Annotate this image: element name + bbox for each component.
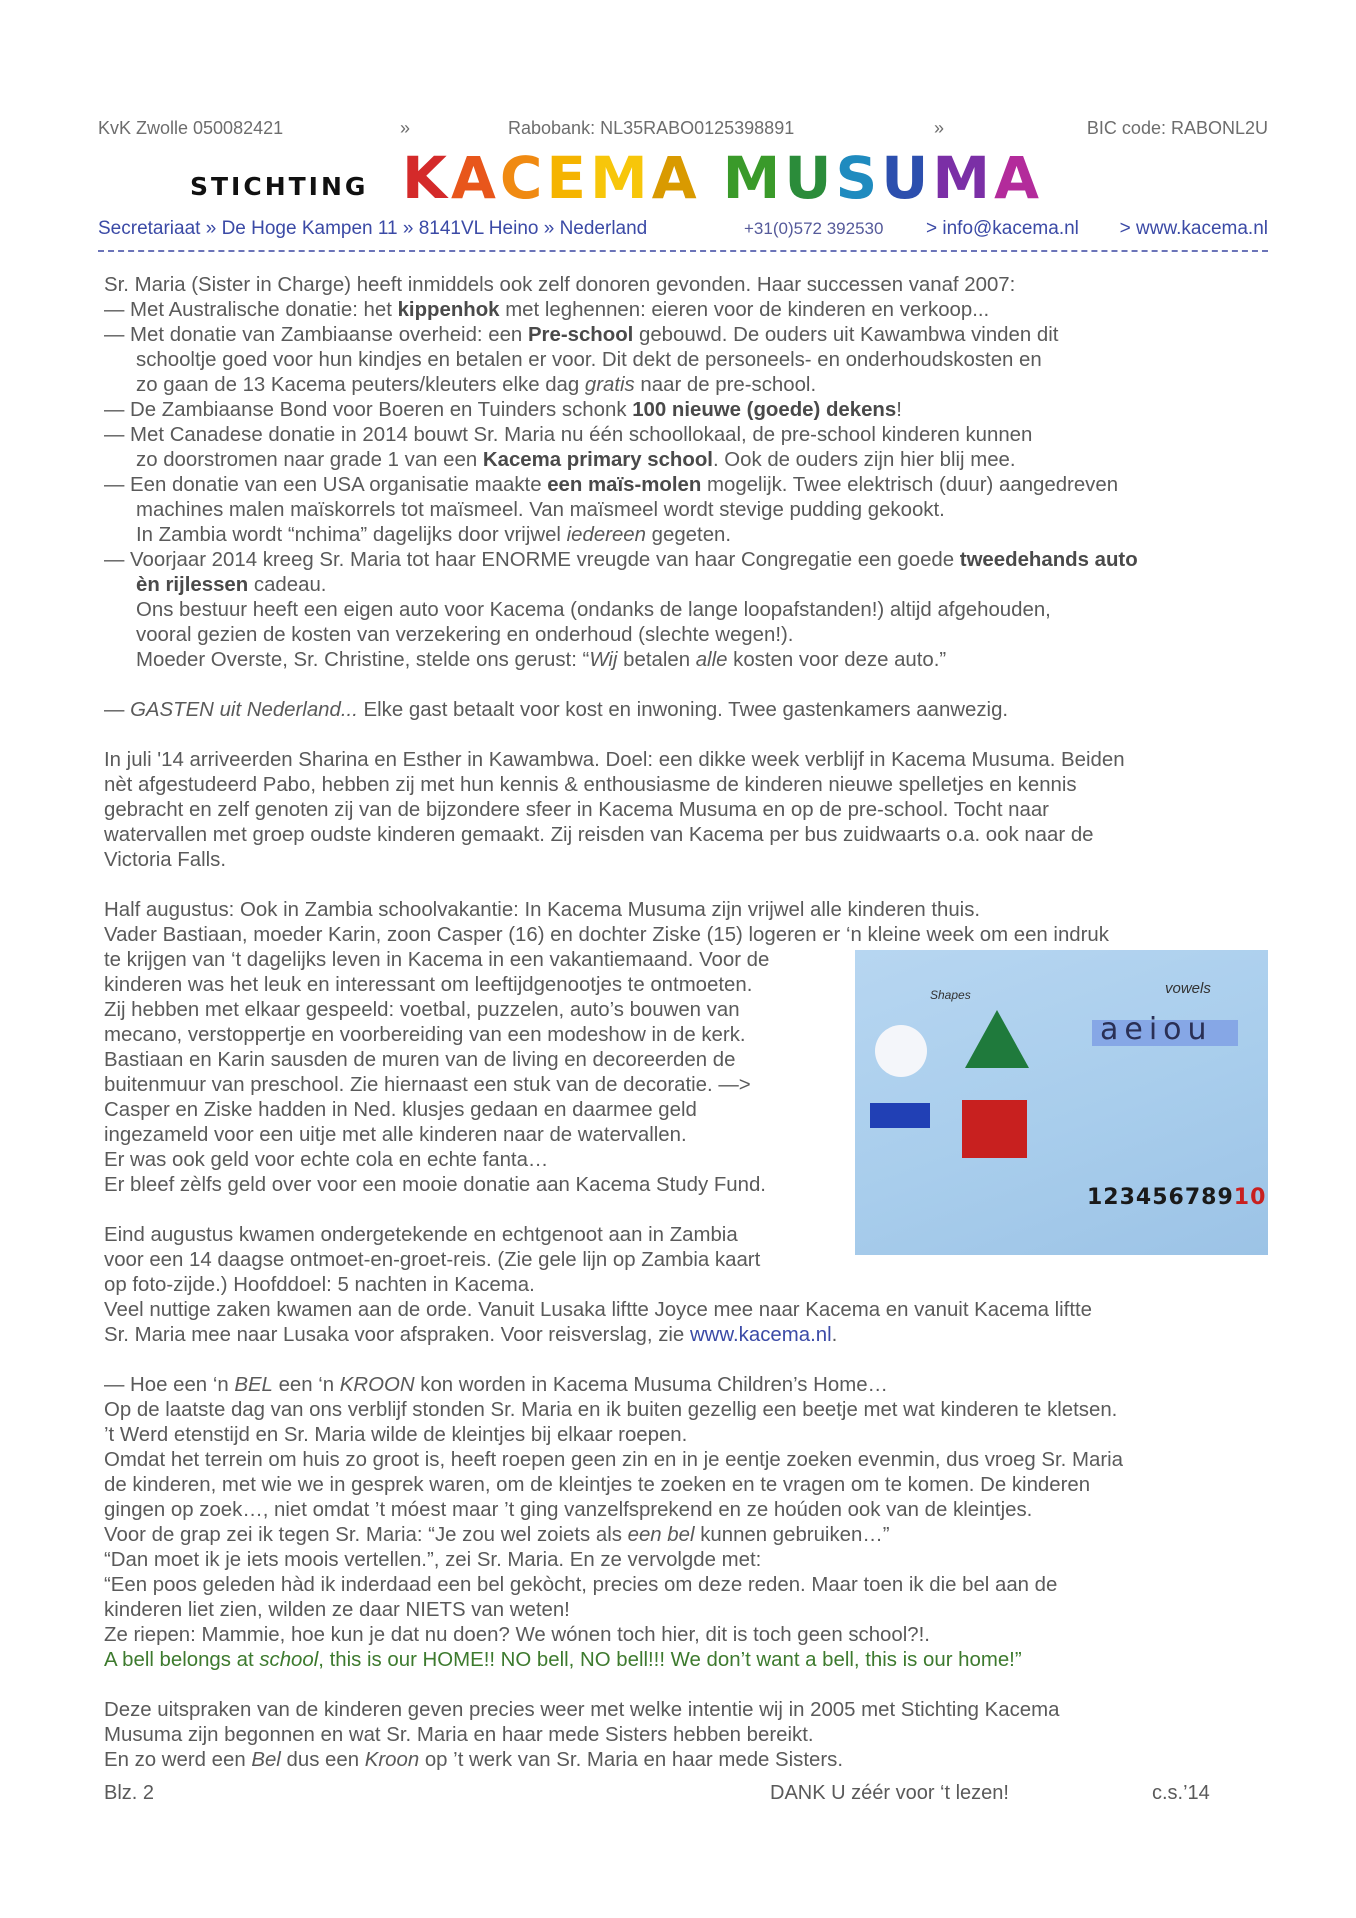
paragraph: Vader Bastiaan, moeder Karin, zoon Casper (16) en dochter Ziske (15) logeren er ‘n kleine week om een indruk — [104, 924, 1109, 946]
list-item-cont: Moeder Overste, Sr. Christine, stelde ons gerust: “Wij betalen alle kosten voor deze auto.” — [136, 649, 947, 671]
phone: +31(0)572 392530 — [744, 219, 884, 238]
list-item: — Een donatie van een USA organisatie maakte een maïs-molen mogelijk. Twee elektrisch (duur) aangedreven — [104, 474, 1119, 496]
paragraph: ingezameld voor een uitje met alle kinderen naar de watervallen. — [104, 1124, 687, 1146]
initials: c.s.’14 — [1152, 1782, 1210, 1804]
paragraph: Musuma zijn begonnen en wat Sr. Maria en haar mede Sisters hebben bereikt. — [104, 1724, 814, 1746]
paragraph: Op de laatste dag van ons verblijf stonden Sr. Maria en ik buiten gezellig een beetje met wat kinderen te kletsen. — [104, 1399, 1118, 1421]
paragraph: In juli '14 arriveerden Sharina en Esther in Kawambwa. Doel: een dikke week verblijf in Kacema Musuma. Beiden — [104, 749, 1125, 771]
paragraph: Zij hebben met elkaar gespeeld: voetbal, puzzelen, auto’s bouwen van — [104, 999, 740, 1021]
brand-letter: A — [994, 144, 1043, 212]
list-item-cont: zo doorstromen naar grade 1 van een Kacema primary school. Ook de ouders zijn hier blij mee. — [136, 449, 1016, 471]
website-link[interactable]: > www.kacema.nl — [1119, 218, 1268, 239]
brand-stichting: STICHTING — [190, 172, 369, 201]
paragraph: nèt afgestudeerd Pabo, hebben zij met hun kennis & enthousiasme de kinderen nieuwe spelletjes en kennis — [104, 774, 1077, 796]
paragraph: kinderen was het leuk en interessant om leeftijdgenootjes te ontmoeten. — [104, 974, 753, 996]
section-heading: — Hoe een ‘n BEL een ‘n KROON kon worden in Kacema Musuma Children’s Home… — [104, 1374, 888, 1396]
list-item: — Met Australische donatie: het kippenhok met leghennen: eieren voor de kinderen en verkoop... — [104, 299, 990, 321]
paragraph: ’t Werd etenstijd en Sr. Maria wilde de kleintjes bij elkaar roepen. — [104, 1424, 688, 1446]
paragraph: Veel nuttige zaken kwamen aan de orde. Vanuit Lusaka liftte Joyce mee naar Kacema en vanuit Kacema liftte — [104, 1299, 1093, 1321]
brand-letter: E — [546, 144, 591, 212]
shapes-label: Shapes — [930, 988, 971, 1002]
paragraph: op foto-zijde.) Hoofddoel: 5 nachten in Kacema. — [104, 1274, 535, 1296]
quote: A bell belongs at school, this is our HOME!! NO bell, NO bell!!! We don’t want a bell, this is our home!” — [104, 1649, 1022, 1671]
list-item-cont: In Zambia wordt “nchima” dagelijks door vrijwel iedereen gegeten. — [136, 524, 732, 546]
separator: » — [934, 118, 945, 138]
paragraph: “Een poos geleden hàd ik inderdaad een bel gekòcht, precies om deze reden. Maar toen ik die bel aan de — [104, 1574, 1058, 1596]
brand-letter: C — [499, 144, 547, 212]
paragraph: Bastiaan en Karin sausden de muren van de living en decoreerden de — [104, 1049, 736, 1071]
paragraph: Deze uitspraken van de kinderen geven precies weer met welke intentie wij in 2005 met Stichting Kacema — [104, 1699, 1060, 1721]
paragraph: Ze riepen: Mammie, hoe kun je dat nu doen? We wónen toch hier, dit is toch geen school?!. — [104, 1624, 930, 1646]
list-item-cont: zo gaan de 13 Kacema peuters/kleuters elke dag gratis naar de pre-school. — [136, 374, 817, 396]
letterhead-contact — [98, 218, 1268, 242]
list-item: — GASTEN uit Nederland... Elke gast betaalt voor kost en inwoning. Twee gastenkamers aanwezig. — [104, 699, 1009, 721]
letterhead-top — [98, 118, 1268, 142]
paragraph: te krijgen van ‘t dagelijks leven in Kacema in een vakantiemaand. Voor de — [104, 949, 770, 971]
brand-letter: M — [590, 144, 652, 212]
brand-letter: U — [881, 144, 933, 212]
paragraph: watervallen met groep oudste kinderen gemaakt. Zij reisden van Kacema per bus zuidwaarts o.a. ook naar de — [104, 824, 1094, 846]
list-item-cont: schooltje goed voor hun kindjes en betalen er voor. Dit dekt de personeels- en onderhoudskosten en — [136, 349, 1042, 371]
list-item: — Met Canadese donatie in 2014 bouwt Sr. Maria nu één schoollokaal, de pre-school kinderen kunnen — [104, 424, 1033, 446]
list-item-cont: machines malen maïskorrels tot maïsmeel. Van maïsmeel wordt stevige pudding gekookt. — [136, 499, 945, 521]
bic-code: BIC code: RABONL2U — [1086, 118, 1268, 138]
brand-letter: M — [932, 144, 995, 212]
bank-account: Rabobank: NL35RABO0125398891 — [508, 118, 795, 138]
address: Secretariaat » De Hoge Kampen 11 » 8141VL Heino » Nederland — [98, 218, 648, 239]
circle-shape — [875, 1025, 927, 1077]
vowels-label: vowels — [1165, 980, 1211, 997]
paragraph: gingen op zoek…, niet omdat ’t móest maar ’t ging vanzelfsprekend en ze hoúden ook van de kleintjes. — [104, 1499, 1033, 1521]
page-number: Blz. 2 — [104, 1782, 155, 1804]
kvk-number: KvK Zwolle 050082421 — [98, 118, 284, 138]
triangle-shape — [963, 1008, 1031, 1070]
brand-letter: A — [651, 144, 701, 212]
paragraph: Omdat het terrein om huis zo groot is, heeft roepen geen zin en in je eentje zoeken evenmin, dus vroeg Sr. Maria — [104, 1449, 1123, 1471]
paragraph: kinderen liet zien, wilden ze daar NIETS van weten! — [104, 1599, 570, 1621]
list-item-cont: vooral gezien de kosten van verzekering en onderhoud (slechte wegen!). — [136, 624, 794, 646]
paragraph: de kinderen, met wie we in gesprek waren, om de kleintjes te zoeken en te vragen om te komen. De kinderen — [104, 1474, 1091, 1496]
digits-text: 12345678910 — [1087, 1185, 1267, 1210]
thanks-note: DANK U zéér voor ‘t lezen! — [770, 1782, 1009, 1804]
paragraph: Er bleef zèlfs geld over voor een mooie donatie aan Kacema Study Fund. — [104, 1174, 766, 1196]
list-item-cont: Ons bestuur heeft een eigen auto voor Kacema (ondanks de lange loopafstanden!) altijd afgehouden, — [136, 599, 1051, 621]
paragraph: Voor de grap zei ik tegen Sr. Maria: “Je zou wel zoiets als een bel kunnen gebruiken…” — [104, 1524, 890, 1546]
email-link[interactable]: > info@kacema.nl — [926, 218, 1079, 239]
list-item-cont: èn rijlessen cadeau. — [136, 574, 327, 596]
paragraph: Casper en Ziske hadden in Ned. klusjes gedaan en daarmee geld — [104, 1099, 697, 1121]
paragraph: voor een 14 daagse ontmoet-en-groet-reis. (Zie gele lijn op Zambia kaart — [104, 1249, 761, 1271]
brand-title — [402, 146, 1043, 210]
brand-letter: A — [450, 144, 500, 212]
paragraph: “Dan moet ik je iets moois vertellen.”, zei Sr. Maria. En ze vervolgde met: — [104, 1549, 762, 1571]
decoration-photo — [855, 950, 1268, 1255]
rectangle-shape — [870, 1103, 930, 1128]
header-divider — [98, 250, 1268, 252]
page-footer — [104, 1782, 1234, 1808]
list-item: — De Zambiaanse Bond voor Boeren en Tuinders schonk 100 nieuwe (goede) dekens! — [104, 399, 902, 421]
website-link[interactable]: www.kacema.nl — [689, 1324, 832, 1346]
paragraph: Victoria Falls. — [104, 849, 227, 871]
paragraph: mecano, verstoppertje en voorbereiding van een modeshow in de kerk. — [104, 1024, 746, 1046]
vowels-text: aeiou — [1100, 1012, 1213, 1047]
brand-letter: M — [722, 144, 785, 212]
paragraph: Sr. Maria mee naar Lusaka voor afspraken. Voor reisverslag, zie www.kacema.nl. — [104, 1324, 838, 1346]
paragraph: Eind augustus kwamen ondergetekende en echtgenoot aan in Zambia — [104, 1224, 738, 1246]
paragraph: buitenmuur van preschool. Zie hiernaast een stuk van de decoratie. —> — [104, 1074, 751, 1096]
paragraph: Half augustus: Ook in Zambia schoolvakantie: In Kacema Musuma zijn vrijwel alle kinderen thuis. — [104, 899, 981, 921]
paragraph: gebracht en zelf genoten zij van de bijzondere sfeer in Kacema Musuma en op de pre-school. Tocht naar — [104, 799, 1049, 821]
brand-letter: K — [402, 144, 451, 212]
square-shape — [962, 1100, 1027, 1158]
brand-letter: S — [835, 144, 882, 212]
separator: » — [400, 118, 411, 138]
paragraph: Sr. Maria (Sister in Charge) heeft inmiddels ook zelf donoren gevonden. Haar successen vanaf 2007: — [104, 274, 1016, 296]
list-item: — Met donatie van Zambiaanse overheid: een Pre-school gebouwd. De ouders uit Kawambwa vinden dit — [104, 324, 1059, 346]
list-item: — Voorjaar 2014 kreeg Sr. Maria tot haar ENORME vreugde van haar Congregatie een goede tweedehands auto — [104, 549, 1138, 571]
paragraph: En zo werd een Bel dus een Kroon op ’t werk van Sr. Maria en haar mede Sisters. — [104, 1749, 844, 1771]
paragraph: Er was ook geld voor echte cola en echte fanta… — [104, 1149, 549, 1171]
brand-letter: U — [784, 144, 836, 212]
